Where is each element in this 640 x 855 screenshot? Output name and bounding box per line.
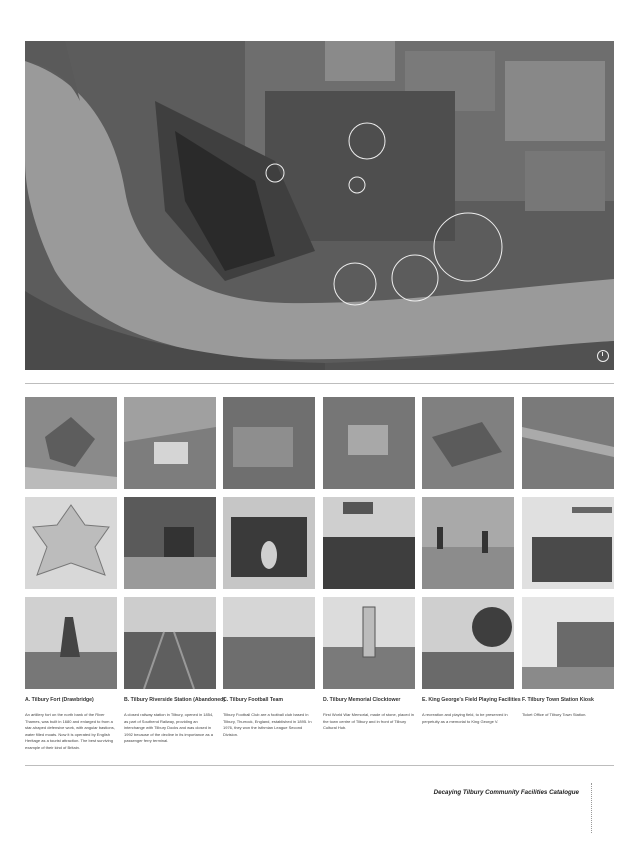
col-a-title: A. Tilbury Fort (Drawbridge) (25, 697, 94, 703)
photo-e-aerial (422, 397, 514, 489)
photo-e-field (422, 497, 514, 589)
photo-c-team (223, 497, 315, 589)
photo-b-tracks (124, 597, 216, 689)
col-e-title: E. King George's Field Playing Facilities (422, 697, 521, 703)
photo-c-pitch (223, 597, 315, 689)
photo-d-crowd (323, 497, 415, 589)
col-c-text: Tilbury Football Club are a football club based in Tilbury, Thurrock, England, established in 1895. In 1976, they won the Isthmian League Second Division. (223, 712, 312, 737)
bottom-divider (25, 765, 614, 766)
col-f-text: Ticket Office of Tilbury Town Station. (522, 712, 587, 717)
top-divider (25, 383, 614, 384)
photo-f-station-kiosk (522, 597, 614, 689)
col-a-text: An artillery fort on the north bank of the River Thames, was built in 1680 and enlarged to from a star-shaped defensive work, with angular bastions, water filled moats. Now it is operated by English Heritage as a tourist attraction. The best surviving example of their kind of Britain. (25, 712, 115, 750)
dotted-line (591, 783, 593, 833)
photo-e-park (422, 597, 514, 689)
aerial-map (25, 41, 614, 370)
photo-d-clocktower (323, 597, 415, 689)
photo-a-plan (25, 497, 117, 589)
north-arrow-icon (597, 350, 609, 362)
col-d-text: First World War Memorial, made of stone, placed in the town centre of Tilbury and in front of Tilbury Cultural Hub. (323, 712, 414, 731)
col-b-text: A closed railway station in Tilbury, opened in 1854, as part of Southend Railway, providing an interchange with Tilbury Docks and was closed in 1992 because of the decline in its importance as a passenger ferry terminal. (124, 712, 214, 744)
col-c-title: C. Tilbury Football Team (223, 697, 284, 703)
photo-a-drawbridge (25, 597, 117, 689)
col-d-title: D. Tilbury Memorial Clocktower (323, 697, 401, 703)
catalogue-title: Decaying Tilbury Community Facilities Catalogue (433, 789, 579, 796)
photo-a-aerial (25, 397, 117, 489)
photo-b-aerial (124, 397, 216, 489)
photo-f-aerial (522, 397, 614, 489)
col-f-title: F. Tilbury Town Station Kiosk (522, 697, 594, 703)
photo-b-station (124, 497, 216, 589)
col-b-title: B. Tilbury Riverside Station (Abandoned) (124, 697, 226, 703)
col-e-text: A recreation and playing field, to be preserved in perpetuity as a memorial to King George V. (422, 712, 508, 724)
photo-d-aerial (323, 397, 415, 489)
photo-f-kiosk (522, 497, 614, 589)
photo-c-aerial (223, 397, 315, 489)
